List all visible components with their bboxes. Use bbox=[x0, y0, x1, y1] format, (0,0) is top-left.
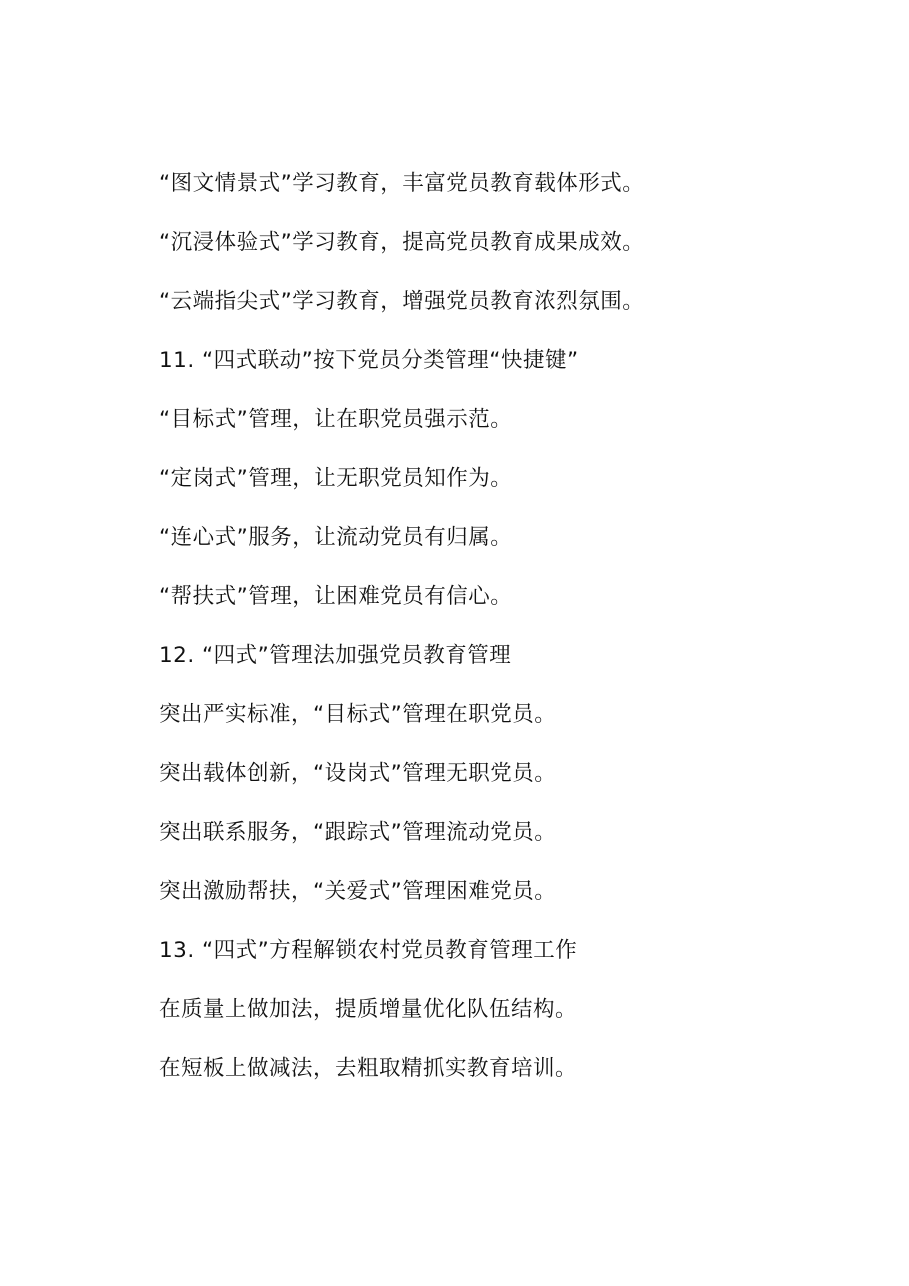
section-heading-12: 12. “四式”管理法加强党员教育管理 bbox=[159, 643, 512, 668]
text-line: “定岗式”管理，让无职党员知作为。 bbox=[159, 466, 513, 491]
text-line: “连心式”服务，让流动党员有归属。 bbox=[159, 525, 513, 550]
text-line: 突出严实标准，“目标式”管理在职党员。 bbox=[159, 702, 557, 727]
text-line: “图文情景式”学习教育，丰富党员教育载体形式。 bbox=[159, 171, 645, 196]
text-line: “目标式”管理，让在职党员强示范。 bbox=[159, 407, 513, 432]
section-heading-11: 11. “四式联动”按下党员分类管理“快捷键” bbox=[159, 348, 579, 373]
document-body bbox=[159, 166, 859, 1110]
section-heading-13: 13. “四式”方程解锁农村党员教育管理工作 bbox=[159, 938, 578, 963]
text-line: 在质量上做加法，提质增量优化队伍结构。 bbox=[159, 997, 578, 1022]
text-line: 突出载体创新，“设岗式”管理无职党员。 bbox=[159, 761, 557, 786]
text-line: “云端指尖式”学习教育，增强党员教育浓烈氛围。 bbox=[159, 289, 645, 314]
text-line: “帮扶式”管理，让困难党员有信心。 bbox=[159, 584, 513, 609]
text-line: “沉浸体验式”学习教育，提高党员教育成果成效。 bbox=[159, 230, 645, 255]
text-line: 在短板上做减法，去粗取精抓实教育培训。 bbox=[159, 1056, 578, 1081]
text-line: 突出联系服务，“跟踪式”管理流动党员。 bbox=[159, 820, 557, 845]
text-line: 突出激励帮扶，“关爱式”管理困难党员。 bbox=[159, 879, 557, 904]
